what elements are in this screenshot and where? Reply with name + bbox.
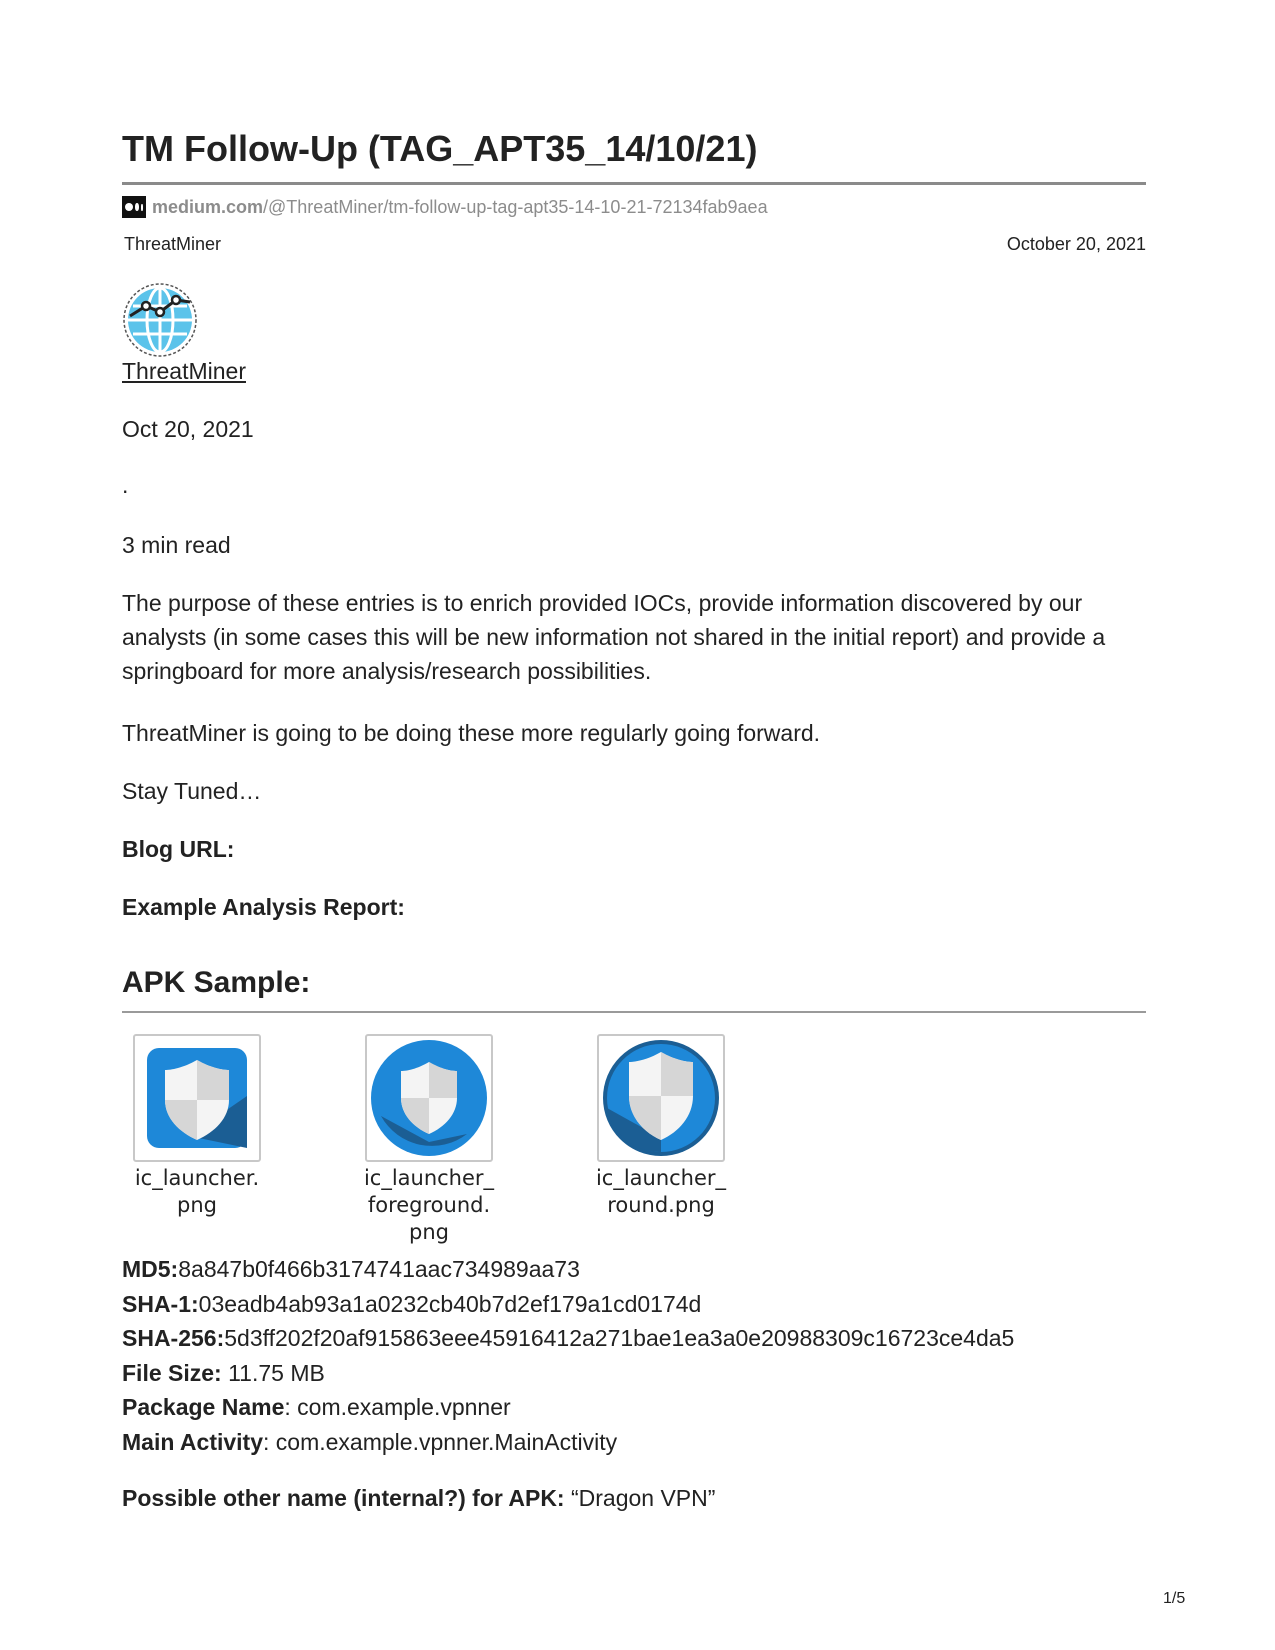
- meta-separator: .: [122, 472, 129, 498]
- file-thumbnail-ic-launcher-round[interactable]: [586, 1034, 736, 1219]
- stay-tuned-paragraph: Stay Tuned…: [122, 778, 262, 804]
- file-size-row: File Size: 11.75 MB: [122, 1359, 325, 1386]
- author-link[interactable]: ThreatMiner: [122, 358, 246, 384]
- medium-logo-icon: [122, 196, 146, 218]
- read-time: 3 min read: [122, 532, 231, 558]
- intro-paragraph: The purpose of these entries is to enrich provided IOCs, provide information discovered by our analysts (in some cases this will be new information not shared in the initial report) and provide a springboard for more analysis/research possibilities.: [122, 590, 1106, 684]
- byline-date: October 20, 2021: [1006, 234, 1146, 254]
- section-divider: [122, 1011, 1146, 1013]
- shield-round-icon: [597, 1034, 725, 1162]
- md5-row: MD5:8a847b0f466b3174741aac734989aa73: [122, 1256, 580, 1282]
- byline-author: ThreatMiner: [124, 234, 222, 254]
- file-thumbnail-ic-launcher[interactable]: [122, 1034, 272, 1219]
- apk-sample-heading: APK Sample:: [122, 966, 311, 999]
- main-activity-row: Main Activity: com.example.vpnner.MainActivity: [122, 1428, 618, 1455]
- title-divider: [122, 182, 1146, 185]
- other-name-value: “Dragon VPN”: [564, 1485, 716, 1511]
- md5-value: 8a847b0f466b3174741aac734989aa73: [178, 1256, 580, 1282]
- post-date: Oct 20, 2021: [122, 416, 254, 442]
- source-path: /@ThreatMiner/tm-follow-up-tag-apt35-14-10-21-72134fab9aea: [263, 196, 768, 217]
- page-title: TM Follow-Up (TAG_APT35_14/10/21): [122, 128, 758, 169]
- file-name: ic_launcher_ foreground. png: [363, 1166, 495, 1244]
- sha1-row: SHA-1:03eadb4ab93a1a0232cb40b7d2ef179a1cd0174d: [122, 1290, 702, 1317]
- page-number: 1/5: [1163, 1590, 1186, 1607]
- main-activity-value: : com.example.vpnner.MainActivity: [263, 1428, 618, 1455]
- sha1-value: 03eadb4ab93a1a0232cb40b7d2ef179a1cd0174d: [198, 1290, 702, 1317]
- shield-circle-icon: [365, 1034, 493, 1162]
- blog-url-label: Blog URL:: [122, 836, 235, 862]
- source-url[interactable]: [122, 195, 768, 219]
- file-name: ic_launcher_ round.png: [595, 1166, 727, 1217]
- globe-graph-avatar-icon[interactable]: [122, 282, 198, 358]
- source-domain: medium.com: [152, 196, 264, 217]
- sha256-row: SHA-256:5d3ff202f20af915863eee45916412a271bae1ea3a0e20988309c16723ce4da5: [122, 1325, 1015, 1351]
- frequency-paragraph: ThreatMiner is going to be doing these more regularly going forward.: [122, 720, 821, 746]
- other-name-row: [122, 1485, 715, 1512]
- example-report-label: Example Analysis Report:: [122, 894, 405, 920]
- file-name: ic_launcher. png: [134, 1166, 260, 1217]
- shield-square-icon: [133, 1034, 261, 1162]
- file-thumbnail-ic-launcher-foreground[interactable]: [354, 1034, 504, 1246]
- file-size-value: 11.75 MB: [221, 1359, 325, 1386]
- sha256-value: 5d3ff202f20af915863eee45916412a271bae1ea3a0e20988309c16723ce4da5: [224, 1325, 1015, 1351]
- package-name-row: Package Name: com.example.vpnner: [122, 1394, 511, 1420]
- package-name-value: : com.example.vpnner: [284, 1394, 511, 1420]
- other-name-label: Possible other name (internal?) for APK:: [122, 1485, 565, 1511]
- apk-metadata: [122, 1252, 1014, 1459]
